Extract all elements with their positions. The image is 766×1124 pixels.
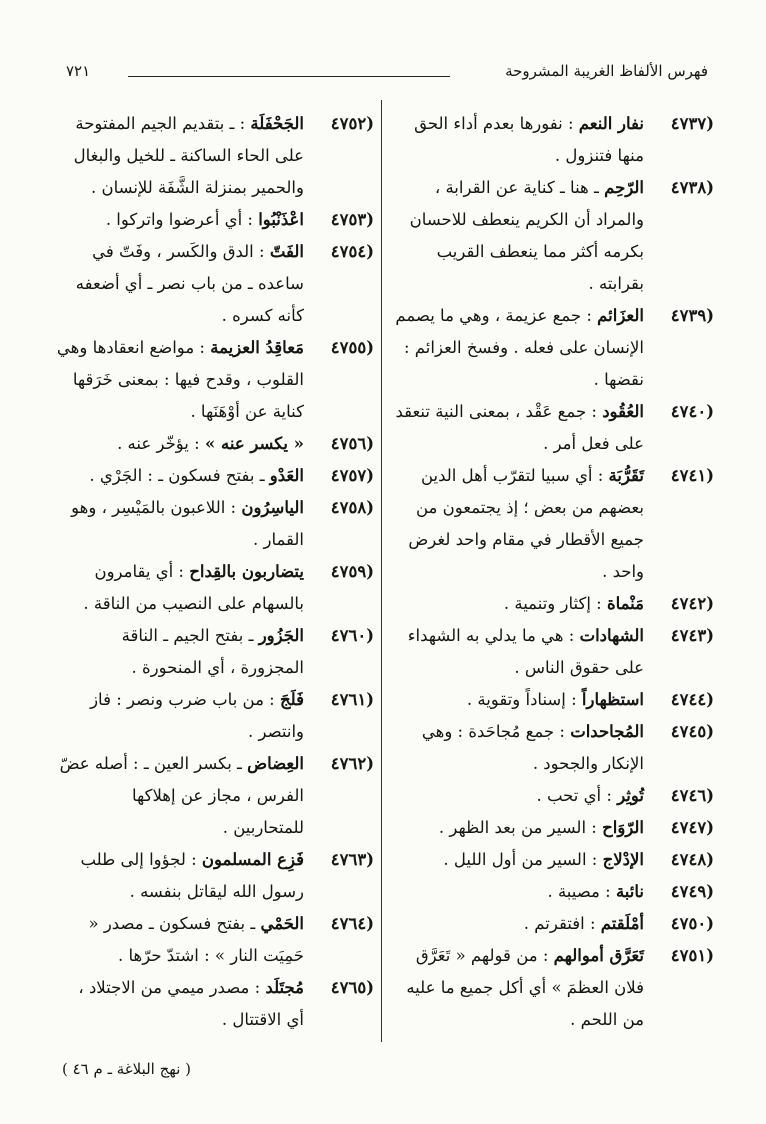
entry-definition: : مواضع انعقادها وهي القلوب ، وقدح فيها : بمعنى خَرَقها كناية عن أوْهَنَها . <box>56 338 304 421</box>
entry-number: (٤٧٤٩ <box>670 882 714 901</box>
entry-term: العِضاض <box>247 754 304 773</box>
entry-number: (٤٧٤٣ <box>670 626 714 645</box>
entry-definition: : أي تحب . <box>536 786 618 805</box>
entry-term: فَزِع المسلمون <box>201 850 304 869</box>
entry-term: استظهاراً <box>581 690 644 709</box>
glossary-entry <box>392 460 714 588</box>
glossary-entry <box>56 428 374 460</box>
page-footer: ( نهج البلاغة ـ م ٤٦ ) <box>62 1060 191 1078</box>
entry-definition: : هي ما يدلي به الشهداء على حقوق الناس . <box>407 626 644 677</box>
entry-number: (٤٧٤٨ <box>670 850 714 869</box>
glossary-entry <box>56 972 374 1036</box>
entry-definition: : مصيبة . <box>547 882 616 901</box>
entry-term: نائبة <box>615 882 644 901</box>
glossary-entry <box>392 716 714 780</box>
column-divider <box>381 100 382 1042</box>
entry-definition: ـ بكسر العين ـ : أصله عضّ الفرس ، مجاز عن إهلاكها للمتحاربين . <box>59 754 304 837</box>
entry-definition: : من قولهم « تَعَرَّق فلان العظمَ » أي أكل جميع ما عليه من اللحم . <box>406 946 644 1029</box>
entry-body <box>56 620 304 684</box>
glossary-entry <box>392 172 714 300</box>
glossary-entry <box>392 396 714 460</box>
entry-term: اعْذَنْبُوا <box>258 210 304 229</box>
entry-term: الرّحِم <box>604 178 644 197</box>
entry-body <box>56 556 304 620</box>
entry-term: الجَحْفَلَة <box>250 114 304 133</box>
entry-number: (٤٧٦٥ <box>330 978 374 997</box>
entry-definition: : افتقرتم . <box>523 914 601 933</box>
entry-term: نفار النعم <box>578 114 644 133</box>
entry-term: مُجتَلَد <box>265 978 304 997</box>
entry-body <box>392 460 644 588</box>
entry-body <box>392 172 644 300</box>
entry-number: (٤٧٤٧ <box>670 818 714 837</box>
entry-definition: ـ بفتح فسكون ـ : الجَرْي . <box>89 466 270 485</box>
entry-body <box>392 780 644 812</box>
entry-body <box>56 460 304 492</box>
glossary-entry <box>56 236 374 332</box>
glossary-entry <box>392 812 714 844</box>
left-column <box>56 108 374 1036</box>
entry-definition: : جمع عزيمة ، وهي ما يصمم الإنسان على فعله . وفسخ العزائم : نقضها . <box>395 306 644 389</box>
right-column <box>392 108 714 1036</box>
entry-body <box>56 492 304 556</box>
header-title: فهرس الألفاظ الغريبة المشروحة <box>505 62 708 80</box>
entry-definition: ـ هنا ـ كناية عن القرابة ، والمراد أن الكريم ينعطف للاحسان بكرمه أكثر مما ينعطف القريب بقرابته . <box>409 178 644 293</box>
entry-definition: : أي يقامرون بالسهام على النصيب من الناقة . <box>83 562 304 613</box>
entry-number: (٤٧٤٦ <box>670 786 714 805</box>
entry-term: مَنْماة <box>606 594 644 613</box>
entry-term: « يكسر عنه » <box>204 434 304 453</box>
entry-body <box>392 684 644 716</box>
entry-number: (٤٧٥٨ <box>330 498 374 517</box>
entry-definition: : جمع مُجاحَدة : وهي الإنكار والجحود . <box>421 722 644 773</box>
entry-number: (٤٧٤٤ <box>670 690 714 709</box>
entry-term: تَعَرَّق أموالهم <box>553 946 644 965</box>
entry-body <box>56 428 304 460</box>
glossary-entry <box>56 204 374 236</box>
glossary-entry <box>56 492 374 556</box>
entry-body <box>392 940 644 1036</box>
entry-body <box>392 812 644 844</box>
entry-definition: : أي أعرضوا واتركوا . <box>105 210 259 229</box>
entry-number: (٤٧٦٢ <box>330 754 374 773</box>
entry-definition: : الدق والكَسر ، وفَتّ في ساعده ـ من باب نصر ـ أي أضعفه كأنه كسره . <box>75 242 304 325</box>
entry-body <box>56 204 304 236</box>
glossary-entry <box>392 684 714 716</box>
entry-body <box>56 908 304 972</box>
entry-body <box>56 236 304 332</box>
entry-body <box>56 332 304 428</box>
entry-body <box>392 876 644 908</box>
glossary-entry <box>392 620 714 684</box>
entry-body <box>392 908 644 940</box>
entry-number: (٤٧٥٩ <box>330 562 374 581</box>
entry-definition: : أي سبيا لتقرّب أهل الدين بعضهم من بعض ؛ إذ يجتمعون من جميع الأقطار في مقام واحد لغرض واحد . <box>408 466 644 581</box>
entry-definition: ـ بفتح فسكون ـ مصدر « حَمِيَت النار » : اشتدّ حرّها . <box>88 914 304 965</box>
entry-number: (٤٧٥٣ <box>330 210 374 229</box>
entry-definition: : جمع عَقْد ، بمعنى النية تنعقد على فعل أمر . <box>395 402 644 453</box>
entry-number: (٤٧٥٥ <box>330 338 374 357</box>
entry-definition: : إكثار وتنمية . <box>503 594 607 613</box>
entry-body <box>56 108 304 204</box>
entry-term: العَدْو <box>269 466 304 485</box>
entry-term: المُجاحدات <box>570 722 644 741</box>
entry-body <box>56 748 304 844</box>
entry-definition: : اللاعبون بالمَيْسِر ، وهو القمار . <box>71 498 304 549</box>
entry-body <box>56 684 304 748</box>
entry-number: (٤٧٦٠ <box>330 626 374 645</box>
glossary-entry <box>56 748 374 844</box>
entry-number: (٤٧٦٣ <box>330 850 374 869</box>
header-rule <box>128 76 450 77</box>
entry-term: تَقَرُّبَة <box>608 466 644 485</box>
glossary-entry <box>392 108 714 172</box>
glossary-entry <box>56 908 374 972</box>
entry-term: الحَمْي <box>260 914 304 933</box>
entry-term: فَلَجَ <box>279 690 304 709</box>
entry-term: الشهادات <box>579 626 644 645</box>
entry-number: (٤٧٥٧ <box>330 466 374 485</box>
glossary-entry <box>56 108 374 204</box>
entry-definition: : نفورها بعدم أداء الحق منها فتنزول . <box>414 114 644 165</box>
entry-number: (٤٧٥١ <box>670 946 714 965</box>
entry-body <box>56 972 304 1036</box>
entry-number: (٤٧٤١ <box>670 466 714 485</box>
entry-definition: : إسناداً وتقوية . <box>466 690 582 709</box>
entry-term: يتضاربون بالقِداح <box>189 562 304 581</box>
entry-term: الإدْلاج <box>602 850 644 869</box>
glossary-entry <box>392 588 714 620</box>
entry-term: الفَتّ <box>269 242 304 261</box>
entry-number: (٤٧٤٢ <box>670 594 714 613</box>
entry-body <box>392 396 644 460</box>
glossary-entry <box>56 620 374 684</box>
entry-number: (٤٧٤٠ <box>670 402 714 421</box>
entry-definition: : السير من أول الليل . <box>443 850 603 869</box>
entry-definition: : السير من بعد الظهر . <box>438 818 603 837</box>
entry-number: (٤٧٣٨ <box>670 178 714 197</box>
glossary-entry <box>392 844 714 876</box>
entry-term: الرّوَاح <box>602 818 644 837</box>
glossary-entry <box>392 940 714 1036</box>
glossary-entry <box>56 460 374 492</box>
glossary-entry <box>56 844 374 908</box>
entry-term: العزَائم <box>597 306 644 325</box>
entry-term: مَعاقِدُ العزيمة <box>210 338 304 357</box>
page-number: ٧٢١ <box>66 62 91 80</box>
entry-definition: : لجؤوا إلى طلب رسول الله ليقاتل بنفسه . <box>80 850 304 901</box>
entry-body <box>56 844 304 908</box>
entry-number: (٤٧٥٠ <box>670 914 714 933</box>
entry-definition: ـ بفتح الجيم ـ الناقة المجزورة ، أي المنحورة . <box>121 626 304 677</box>
entry-term: أمْلَقتم <box>600 914 644 933</box>
glossary-entry <box>56 684 374 748</box>
entry-term: تُوثِر <box>617 786 644 805</box>
glossary-entry <box>392 876 714 908</box>
entry-number: (٤٧٦١ <box>330 690 374 709</box>
glossary-entry <box>56 332 374 428</box>
entry-term: الياسِرُون <box>241 498 304 517</box>
entry-number: (٤٧٦٤ <box>330 914 374 933</box>
glossary-entry <box>392 908 714 940</box>
entry-definition: : يؤخّر عنه . <box>117 434 205 453</box>
entry-definition: : من باب ضرب ونصر : فاز وانتصر . <box>90 690 304 741</box>
entry-number: (٤٧٥٦ <box>330 434 374 453</box>
entry-body <box>392 844 644 876</box>
entry-term: العُقُود <box>602 402 644 421</box>
entry-body <box>392 620 644 684</box>
entry-body <box>392 108 644 172</box>
glossary-entry <box>56 556 374 620</box>
entry-number: (٤٧٣٩ <box>670 306 714 325</box>
entry-term: الجَزُور <box>258 626 304 645</box>
entry-number: (٤٧٣٧ <box>670 114 714 133</box>
glossary-entry <box>392 300 714 396</box>
entry-number: (٤٧٤٥ <box>670 722 714 741</box>
entry-body <box>392 716 644 780</box>
entry-body <box>392 300 644 396</box>
entry-number: (٤٧٥٤ <box>330 242 374 261</box>
entry-definition: : مصدر ميمي من الاجتلاد ، أي الاقتتال . <box>78 978 304 1029</box>
entry-body <box>392 588 644 620</box>
glossary-entry <box>392 780 714 812</box>
entry-number: (٤٧٥٢ <box>330 114 374 133</box>
entry-definition: : ـ بتقديم الجيم المفتوحة على الحاء الساكنة ـ للخيل والبغال والحمير بمنزلة الشَّفَة للإنسان . <box>73 114 304 197</box>
